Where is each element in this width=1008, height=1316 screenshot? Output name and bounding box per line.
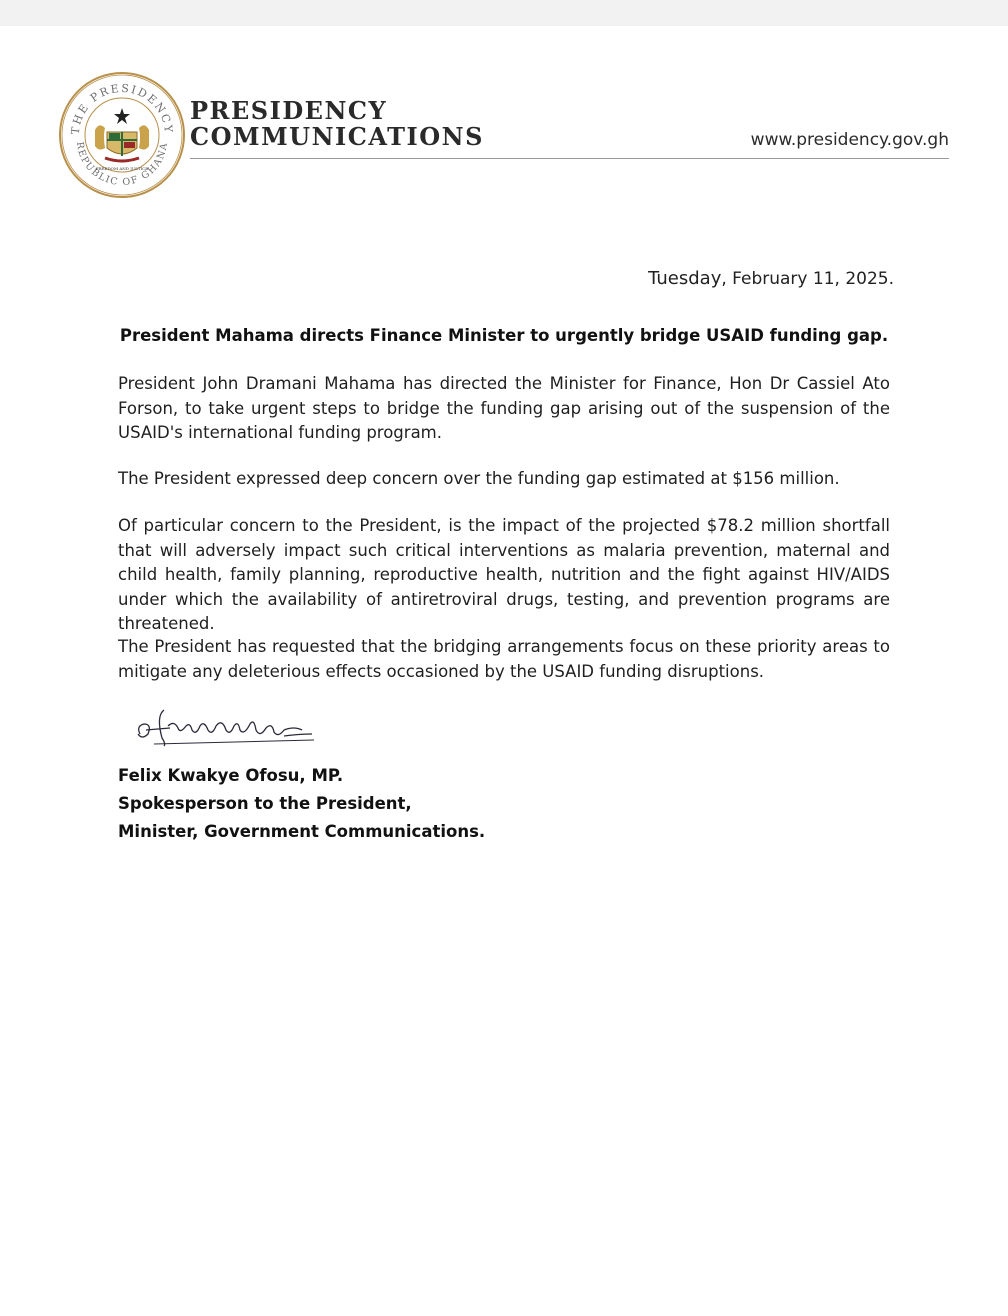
brand-line-presidency: PRESIDENCY	[190, 96, 388, 125]
press-release-page	[0, 26, 1008, 1316]
svg-text:FREEDOM AND JUSTICE: FREEDOM AND JUSTICE	[95, 166, 149, 171]
signer-title-minister: Minister, Government Communications.	[118, 822, 486, 841]
date-weekday: Tuesday	[648, 268, 722, 289]
brand-wordmark	[190, 98, 484, 150]
letter-date	[648, 268, 894, 289]
date-text: , February 11, 2025.	[721, 269, 894, 289]
signer-block	[118, 762, 485, 846]
header-divider	[190, 158, 949, 159]
body-paragraph: The President has requested that the bridging arrangements focus on these priority areas to mitigate any deleterious effects occasioned by the USAID funding disruptions.	[118, 637, 890, 681]
svg-text:THE PRESIDENCY: THE PRESIDENCY	[68, 81, 176, 136]
release-title: President Mahama directs Finance Minister to urgently bridge USAID funding gap.	[119, 326, 889, 345]
body-paragraph: President John Dramani Mahama has directed the Minister for Finance, Hon Dr Cassiel Ato Forson, to take urgent steps to bridge the funding gap arising out of the suspension of the USAID's international funding program.	[118, 374, 890, 442]
signer-title-spokesperson: Spokesperson to the President,	[118, 794, 412, 813]
body-paragraph: Of particular concern to the President, is the impact of the projected $78.2 million shortfall that will adversely impact such critical interventions as malaria prevention, maternal and child health, family planning, reproductive health, nutrition and the fight against HIV/AIDS under which the availability of antiretroviral drugs, testing, and prevention programs are threatened.	[118, 516, 890, 633]
body-paragraph: The President expressed deep concern over the funding gap estimated at $156 million.	[118, 469, 840, 488]
website-link[interactable]: www.presidency.gov.gh	[750, 130, 949, 150]
svg-text:REPUBLIC OF GHANA: REPUBLIC OF GHANA	[73, 141, 171, 189]
handwritten-signature	[134, 704, 320, 754]
presidency-seal-logo	[57, 70, 187, 200]
signer-name: Felix Kwakye Ofosu, MP.	[118, 766, 344, 785]
brand-line-communications: COMMUNICATIONS	[190, 122, 484, 151]
